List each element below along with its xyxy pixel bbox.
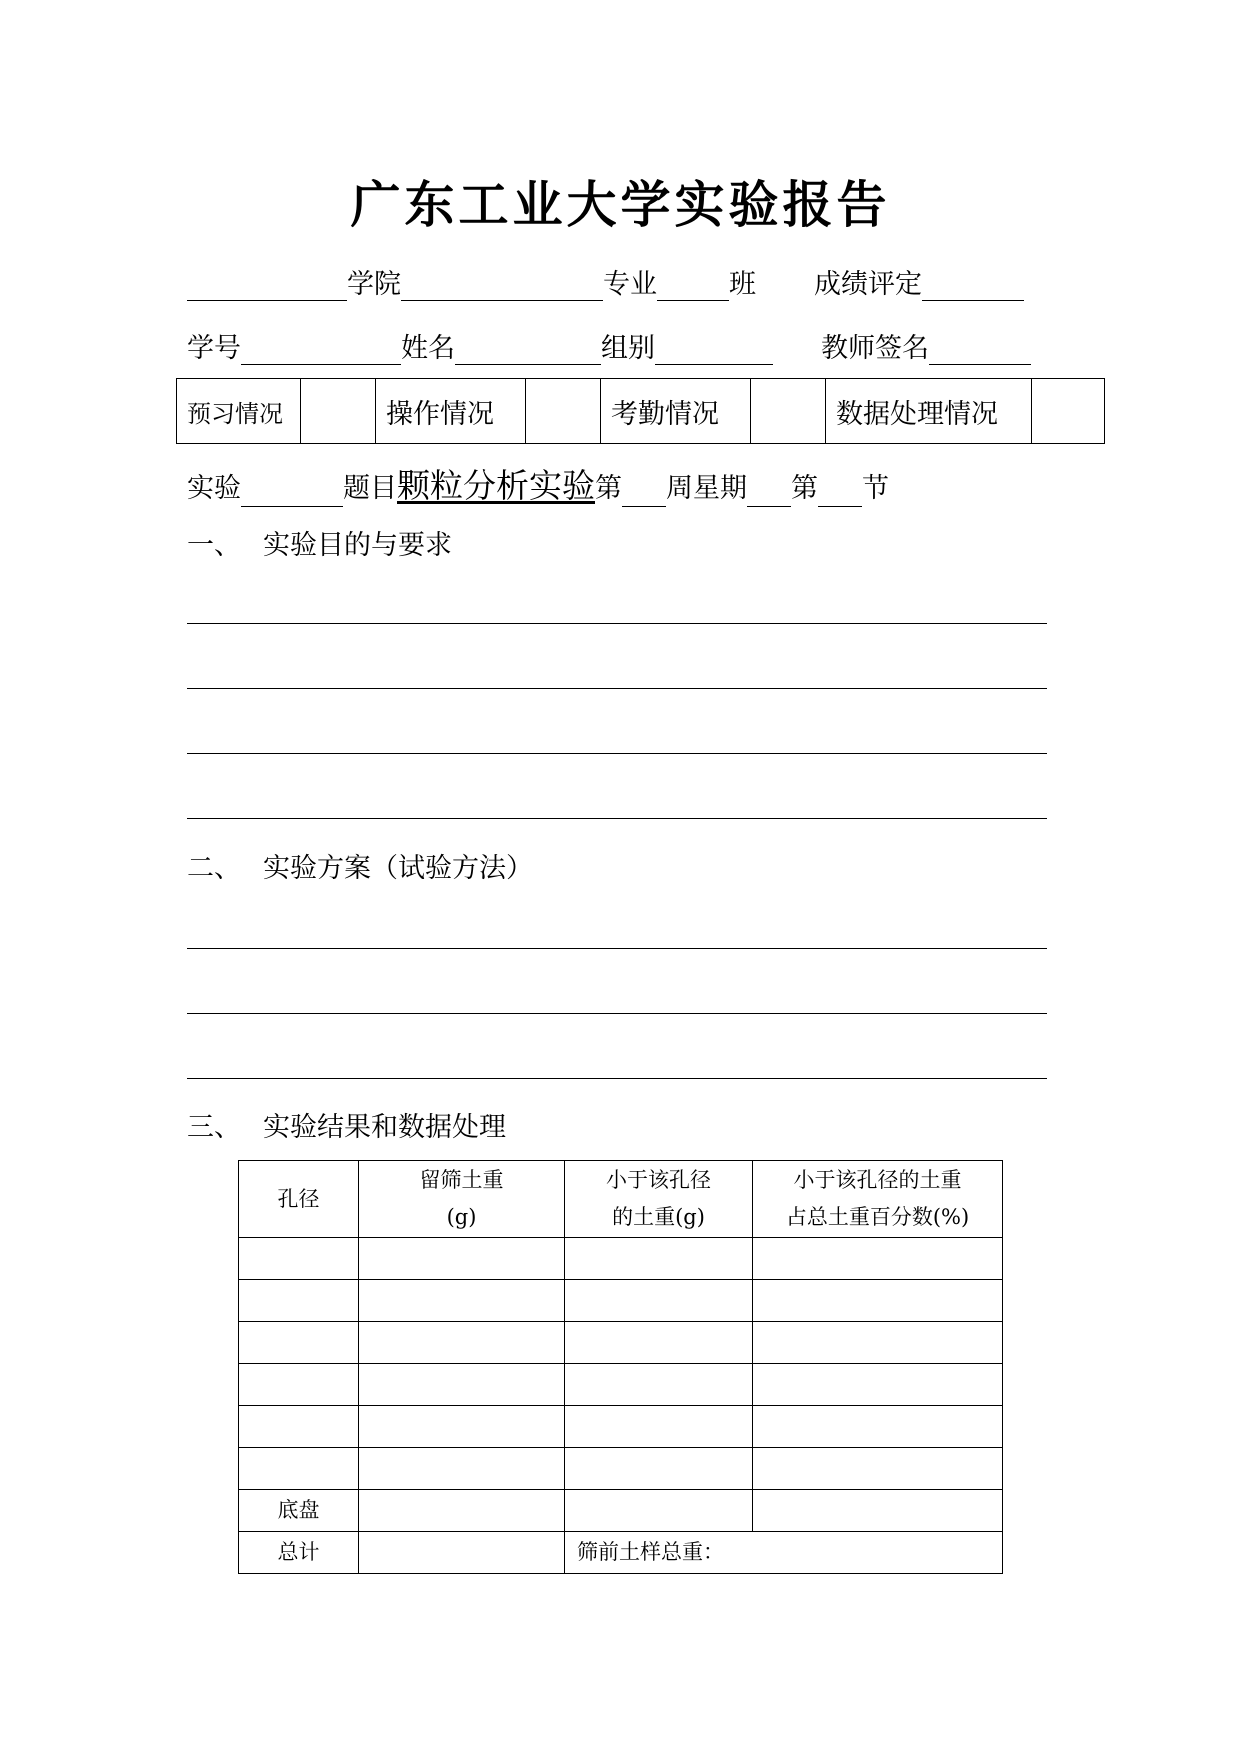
- table-row: [239, 1364, 1003, 1406]
- page-title: 广东工业大学实验报告: [350, 175, 891, 234]
- header-aperture: 孔径: [239, 1161, 359, 1238]
- table-row-total: [239, 1532, 1003, 1574]
- table-cell[interactable]: [753, 1280, 1003, 1322]
- table-cell[interactable]: [753, 1364, 1003, 1406]
- operation-score-cell[interactable]: [526, 379, 601, 444]
- table-cell[interactable]: [239, 1406, 359, 1448]
- data-processing-score-cell[interactable]: [1032, 379, 1105, 444]
- table-row: [239, 1280, 1003, 1322]
- data-processing-label: 数据处理情况: [826, 379, 1032, 444]
- table-cell[interactable]: [565, 1364, 753, 1406]
- section-2-number: 二、: [187, 853, 241, 884]
- week-field[interactable]: [622, 476, 666, 507]
- table-cell[interactable]: [753, 1238, 1003, 1280]
- total-label: 总计: [239, 1532, 359, 1574]
- class-field[interactable]: [657, 270, 729, 301]
- period-prefix: 第: [791, 473, 818, 504]
- table-cell[interactable]: [359, 1322, 565, 1364]
- week-prefix: 第: [595, 473, 622, 504]
- group-field[interactable]: [655, 334, 773, 365]
- sieve-data-table: [238, 1160, 1003, 1574]
- table-cell[interactable]: [359, 1406, 565, 1448]
- table-row: [239, 1238, 1003, 1280]
- attendance-label: 考勤情况: [601, 379, 751, 444]
- attendance-score-cell[interactable]: [751, 379, 826, 444]
- experiment-label: 实验: [187, 473, 241, 504]
- major-field[interactable]: [401, 270, 603, 301]
- table-cell[interactable]: [753, 1490, 1003, 1532]
- answer-line[interactable]: [187, 818, 1047, 819]
- table-cell[interactable]: [753, 1322, 1003, 1364]
- group-label: 组别: [601, 333, 655, 364]
- topic-value: 颗粒分析实验: [397, 466, 595, 505]
- experiment-row: [187, 460, 889, 507]
- name-field[interactable]: [455, 334, 601, 365]
- experiment-number-field[interactable]: [241, 476, 343, 507]
- class-label: 班: [729, 269, 756, 300]
- table-cell[interactable]: [565, 1490, 753, 1532]
- name-label: 姓名: [401, 333, 455, 364]
- topic-label: 题目: [343, 473, 397, 504]
- table-row: [239, 1448, 1003, 1490]
- header-passing-percent: 小于该孔径的土重 占总土重百分数(%): [753, 1161, 1003, 1238]
- table-row-base-pan: [239, 1490, 1003, 1532]
- answer-line[interactable]: [187, 688, 1047, 689]
- answer-line[interactable]: [187, 1078, 1047, 1079]
- table-cell[interactable]: [239, 1322, 359, 1364]
- preview-label: 预习情况: [177, 379, 301, 444]
- header-row-2: [187, 326, 1031, 365]
- table-cell[interactable]: [359, 1490, 565, 1532]
- student-id-label: 学号: [187, 333, 241, 364]
- table-cell[interactable]: [359, 1364, 565, 1406]
- section-3-number: 三、: [187, 1112, 241, 1143]
- preview-score-cell[interactable]: [301, 379, 376, 444]
- grade-field[interactable]: [922, 270, 1024, 301]
- answer-line[interactable]: [187, 1013, 1047, 1014]
- table-cell[interactable]: [565, 1238, 753, 1280]
- header-row-1: [187, 262, 1024, 301]
- total-retained-cell[interactable]: [359, 1532, 565, 1574]
- total-sample-weight-label[interactable]: 筛前土样总重：: [565, 1532, 1003, 1574]
- period-label: 节: [862, 473, 889, 504]
- table-cell[interactable]: [565, 1280, 753, 1322]
- period-field[interactable]: [818, 476, 862, 507]
- table-header-row: [239, 1161, 1003, 1238]
- table-cell[interactable]: [239, 1280, 359, 1322]
- college-field[interactable]: [187, 270, 347, 301]
- teacher-label: 教师签名: [821, 333, 929, 364]
- table-cell[interactable]: [239, 1364, 359, 1406]
- section-1-number: 一、: [187, 530, 241, 561]
- table-cell[interactable]: [565, 1322, 753, 1364]
- week-label: 周星期: [666, 473, 747, 504]
- section-1-title: 实验目的与要求: [263, 530, 452, 561]
- table-row: [239, 1322, 1003, 1364]
- weekday-field[interactable]: [747, 476, 791, 507]
- table-cell[interactable]: [753, 1406, 1003, 1448]
- table-cell[interactable]: [359, 1448, 565, 1490]
- grade-label: 成绩评定: [814, 269, 922, 300]
- section-2-heading: [187, 846, 533, 885]
- section-2-title: 实验方案（试验方法）: [263, 853, 533, 884]
- table-cell[interactable]: [753, 1448, 1003, 1490]
- score-table: [176, 378, 1105, 444]
- answer-line[interactable]: [187, 753, 1047, 754]
- major-label: 专业: [603, 269, 657, 300]
- college-label: 学院: [347, 269, 401, 300]
- answer-line[interactable]: [187, 948, 1047, 949]
- student-id-field[interactable]: [241, 334, 401, 365]
- answer-line[interactable]: [187, 623, 1047, 624]
- header-retained-weight: 留筛土重 (g): [359, 1161, 565, 1238]
- table-cell[interactable]: [565, 1406, 753, 1448]
- section-3-title: 实验结果和数据处理: [263, 1112, 506, 1143]
- base-pan-label: 底盘: [239, 1490, 359, 1532]
- table-cell[interactable]: [239, 1238, 359, 1280]
- table-row: [239, 1406, 1003, 1448]
- section-1-heading: [187, 523, 452, 562]
- section-3-heading: [187, 1105, 506, 1144]
- table-cell[interactable]: [359, 1280, 565, 1322]
- table-cell[interactable]: [239, 1448, 359, 1490]
- operation-label: 操作情况: [376, 379, 526, 444]
- teacher-signature-field[interactable]: [929, 334, 1031, 365]
- header-passing-weight: 小于该孔径 的土重(g): [565, 1161, 753, 1238]
- table-cell[interactable]: [565, 1448, 753, 1490]
- table-cell[interactable]: [359, 1238, 565, 1280]
